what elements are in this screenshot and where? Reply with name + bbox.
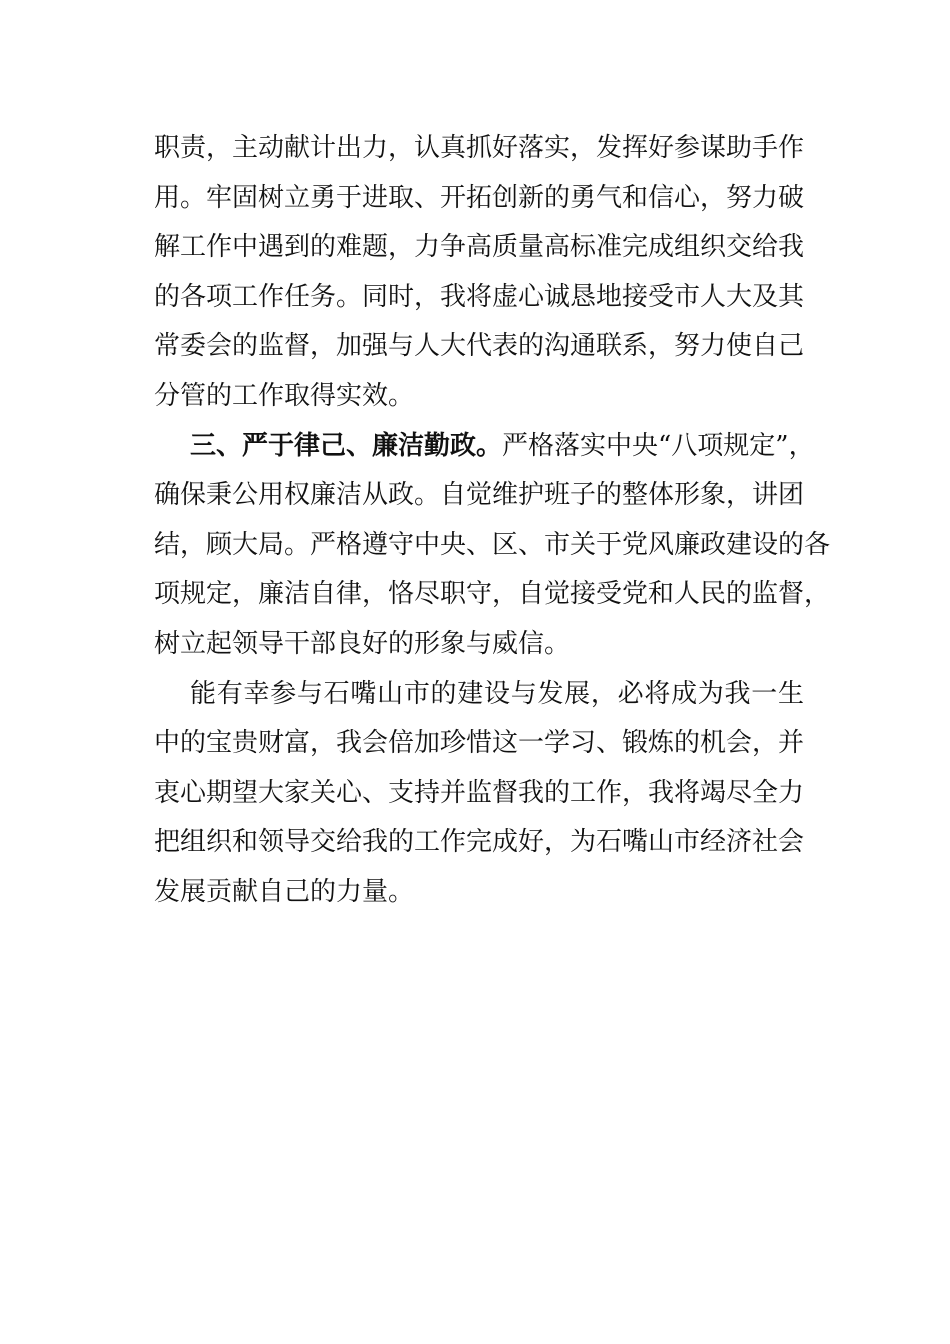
text-line: 确保秉公用权廉洁从政。自觉维护班子的整体形象，讲团 <box>154 480 805 511</box>
text-line: 分管的工作取得实效。 <box>154 380 415 411</box>
text-line: 把组织和领导交给我的工作完成好，为石嘴山市经济社会 <box>154 827 805 858</box>
text-line: 能有幸参与石嘴山市的建设与发展，必将成为我一生 <box>190 678 804 709</box>
paragraph-closing <box>154 670 804 918</box>
text-line: 衷心期望大家关心、支持并监督我的工作，我将竭尽全力 <box>154 777 805 808</box>
document-body <box>154 124 831 918</box>
text-line: 树立起领导干部良好的形象与威信。 <box>154 628 571 659</box>
text-line: 常委会的监督，加强与人大代表的沟通联系，努力使自己 <box>154 331 805 362</box>
text-line: 项规定，廉洁自律，恪尽职守，自觉接受党和人民的监督， <box>154 579 831 610</box>
text-line: 解工作中遇到的难题，力争高质量高标准完成组织交给我 <box>154 232 805 263</box>
text-line-with-heading <box>154 422 815 472</box>
section-heading: 三、严于律己、廉洁勤政。 <box>190 430 503 461</box>
text-line: 用。牢固树立勇于进取、开拓创新的勇气和信心，努力破 <box>154 182 805 213</box>
text-line: 中的宝贵财富，我会倍加珍惜这一学习、锻炼的机会，并 <box>154 728 805 759</box>
text-line: 的各项工作任务。同时，我将虚心诚恳地接受市人大及其 <box>154 281 805 312</box>
text-run: 严格落实中央“八项规定”， <box>502 430 815 461</box>
paragraph-integrity <box>154 422 831 670</box>
paragraph-duties <box>154 124 804 422</box>
text-line: 发展贡献自己的力量。 <box>154 876 415 907</box>
text-line: 结，顾大局。严格遵守中央、区、市关于党风廉政建设的各 <box>154 529 831 560</box>
text-line: 职责，主动献计出力，认真抓好落实，发挥好参谋助手作 <box>154 133 805 163</box>
